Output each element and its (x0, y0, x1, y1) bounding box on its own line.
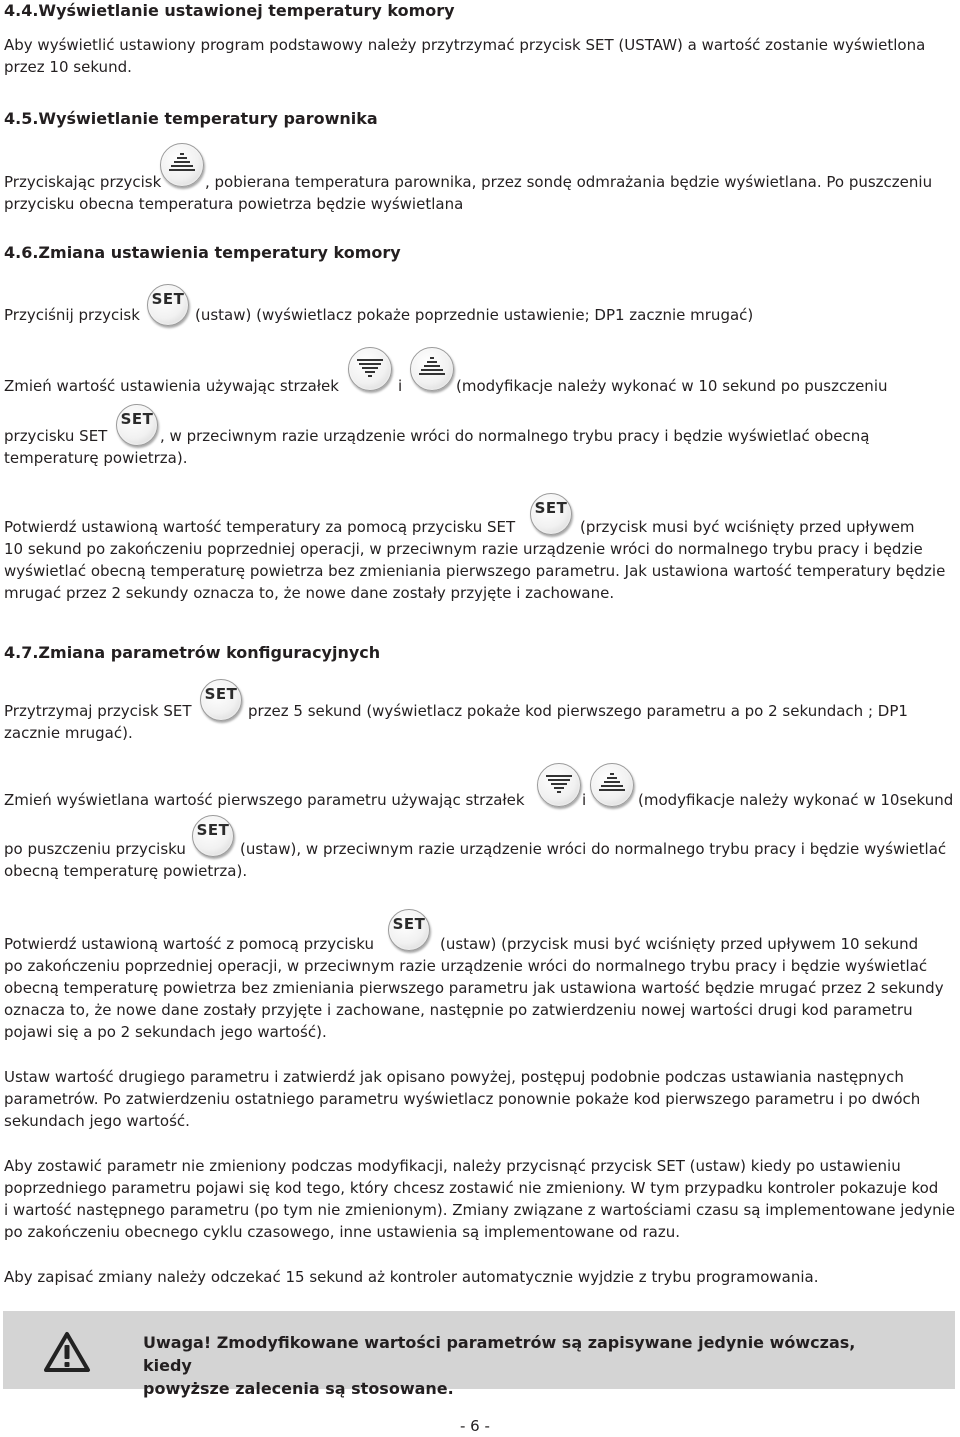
down-arrow-button[interactable] (348, 347, 392, 391)
set-button[interactable] (192, 815, 234, 857)
heading-4-6: 4.6.Zmiana ustawienia temperatury komory (4, 243, 401, 262)
s46-p3b: , w przeciwnym razie urządzenie wróci do normalnego trybu pracy i będzie wyświetlać obecną (160, 427, 870, 445)
s46-p2b: i (398, 377, 403, 395)
s46-p4e: mrugać przez 2 sekundy oznacza to, że nowe dane zostały przyjęte i zachowane. (4, 584, 615, 602)
warning-box (3, 1311, 955, 1398)
s47-p2b: i (582, 791, 587, 809)
up-arrow-icon (599, 773, 625, 797)
s47-p4e: oznacza to, że nowe dane zostały przyjęte i zachowane, następnie po zatwierdzeniu nowej wartości drugi kod parametru (4, 1001, 913, 1019)
s45-line-1b: , pobierana temperatura parownika, przez sondę odmrażania będzie wyświetlana. Po puszczeniu (205, 173, 933, 191)
set-button-icon: SET (392, 915, 426, 933)
s47-p4c: po zakończeniu poprzedniej operacji, w przeciwnym razie urządzenie wróci do normalnego trybu pracy i będzie wyświetlać (4, 957, 928, 975)
warning-line-1: Uwaga! Zmodyfikowane wartości parametrów są zapisywane jedynie wówczas, kiedy (143, 1333, 856, 1375)
s47-p1b: przez 5 sekund (wyświetlacz pokaże kod pierwszego parametru a po 2 sekundach ; DP1 (248, 702, 908, 720)
up-arrow-button[interactable] (410, 347, 454, 391)
warning-text (143, 1331, 903, 1400)
s46-p3c: temperaturę powietrza). (4, 449, 188, 467)
s47-p3b: (ustaw), w przeciwnym razie urządzenie wróci do normalnego trybu pracy i będzie wyświetlać (240, 840, 947, 858)
s46-p4a: Potwierdź ustawioną wartość temperatury za pomocą przycisku SET (4, 518, 516, 536)
s47-p5c: sekundach jego wartość. (4, 1112, 190, 1130)
down-arrow-icon (357, 357, 383, 381)
warning-line-2: powyższe zalecenia są stosowane. (143, 1379, 454, 1398)
set-button-icon: SET (204, 685, 238, 703)
s47-p6a: Aby zostawić parametr nie zmieniony podczas modyfikacji, należy przycisnąć przycisk SET (ustaw) kiedy po ustawieniu (4, 1157, 901, 1175)
s47-p6b: poprzedniego parametru pojawi się kod tego, który chcesz zostawić nie zmieniony. W tym przypadku kontroler pokazuje kod (4, 1179, 939, 1197)
s47-p3a: po puszczeniu przycisku (4, 840, 186, 858)
down-arrow-icon (546, 773, 572, 797)
s46-p4d: wyświetlać obecną temperaturę powietrza bez zmieniania pierwszego parametru. Jak ustawiona wartość temperatury będzie (4, 562, 946, 580)
down-arrow-button[interactable] (537, 763, 581, 807)
s47-p2c: (modyfikacje należy wykonać w 10sekund (638, 791, 954, 809)
s47-p4b: (ustaw) (przycisk musi być wciśnięty przed upływem 10 sekund (440, 935, 919, 953)
s44-line-1: Aby wyświetlić ustawiony program podstawowy należy przytrzymać przycisk SET (USTAW) a wartość zostanie wyświetlona (4, 36, 926, 54)
set-button[interactable] (147, 284, 189, 326)
s46-p2c: (modyfikacje należy wykonać w 10 sekund po puszczeniu (456, 377, 888, 395)
s47-p2a: Zmień wyświetlana wartość pierwszego parametru używając strzałek (4, 791, 525, 809)
s45-line-2: przycisku obecna temperatura powietrza będzie wyświetlana (4, 195, 464, 213)
page-number: - 6 - (460, 1417, 490, 1435)
set-button[interactable] (388, 909, 430, 951)
s46-p3a: przycisku SET (4, 427, 108, 445)
set-button[interactable] (200, 679, 242, 721)
set-button[interactable] (530, 493, 572, 535)
up-arrow-button[interactable] (590, 763, 634, 807)
s44-line-2: przez 10 sekund. (4, 58, 132, 76)
s47-p4d: obecną temperaturę powietrza bez zmieniania pierwszego parametru jak ustawiona wartość będzie mrugać przez 2 sekundy (4, 979, 944, 997)
s47-p3c: obecną temperaturę powietrza). (4, 862, 248, 880)
s47-p4f: pojawi się a po 2 sekundach jego wartość). (4, 1023, 327, 1041)
s47-p7: Aby zapisać zmiany należy odczekać 15 sekund aż kontroler automatycznie wyjdzie z trybu programowania. (4, 1268, 819, 1286)
s47-p5a: Ustaw wartość drugiego parametru i zatwierdź jak opisano powyżej, postępuj podobnie podczas ustawiania następnych (4, 1068, 904, 1086)
set-button-icon: SET (534, 499, 568, 517)
s46-p4c: 10 sekund po zakończeniu poprzedniej operacji, w przeciwnym razie urządzenie wróci do normalnego trybu pracy i będzie (4, 540, 923, 558)
s47-p6c: i wartość następnego parametru (po tym nie zmienionym). Zmiany związane z wartościami czasu są implementowane jedynie (4, 1201, 955, 1219)
set-button-icon: SET (196, 821, 230, 839)
down-arrow-icon (169, 153, 195, 177)
s47-p4a: Potwierdź ustawioną wartość z pomocą przycisku (4, 935, 375, 953)
s47-p1c: zacznie mrugać). (4, 724, 133, 742)
heading-4-4: 4.4.Wyświetlanie ustawionej temperatury komory (4, 1, 455, 20)
heading-4-5: 4.5.Wyświetlanie temperatury parownika (4, 109, 378, 128)
heading-4-7: 4.7.Zmiana parametrów konfiguracyjnych (4, 643, 381, 662)
s47-p1a: Przytrzymaj przycisk SET (4, 702, 192, 720)
set-button[interactable] (116, 404, 158, 446)
warning-triangle-icon (43, 1331, 91, 1373)
s47-p5b: parametrów. Po zatwierdzeniu ostatniego parametru wyświetlacz ponownie pokaże kod pierwszego parametru i po dwóch (4, 1090, 921, 1108)
s47-p6d: po zakończeniu obecnego cyklu czasowego, inne ustawienia są implementowane od razu. (4, 1223, 681, 1241)
set-button-icon: SET (120, 410, 154, 428)
s46-p1b: (ustaw) (wyświetlacz pokaże poprzednie ustawienie; DP1 zacznie mrugać) (195, 306, 754, 324)
s45-line-1a: Przyciskając przycisk (4, 173, 162, 191)
up-arrow-icon (419, 357, 445, 381)
s46-p1a: Przyciśnij przycisk (4, 306, 140, 324)
set-button-icon: SET (151, 290, 185, 308)
down-arrow-button[interactable] (160, 143, 204, 187)
s46-p4b: (przycisk musi być wciśnięty przed upływem (580, 518, 915, 536)
s46-p2a: Zmień wartość ustawienia używając strzałek (4, 377, 339, 395)
